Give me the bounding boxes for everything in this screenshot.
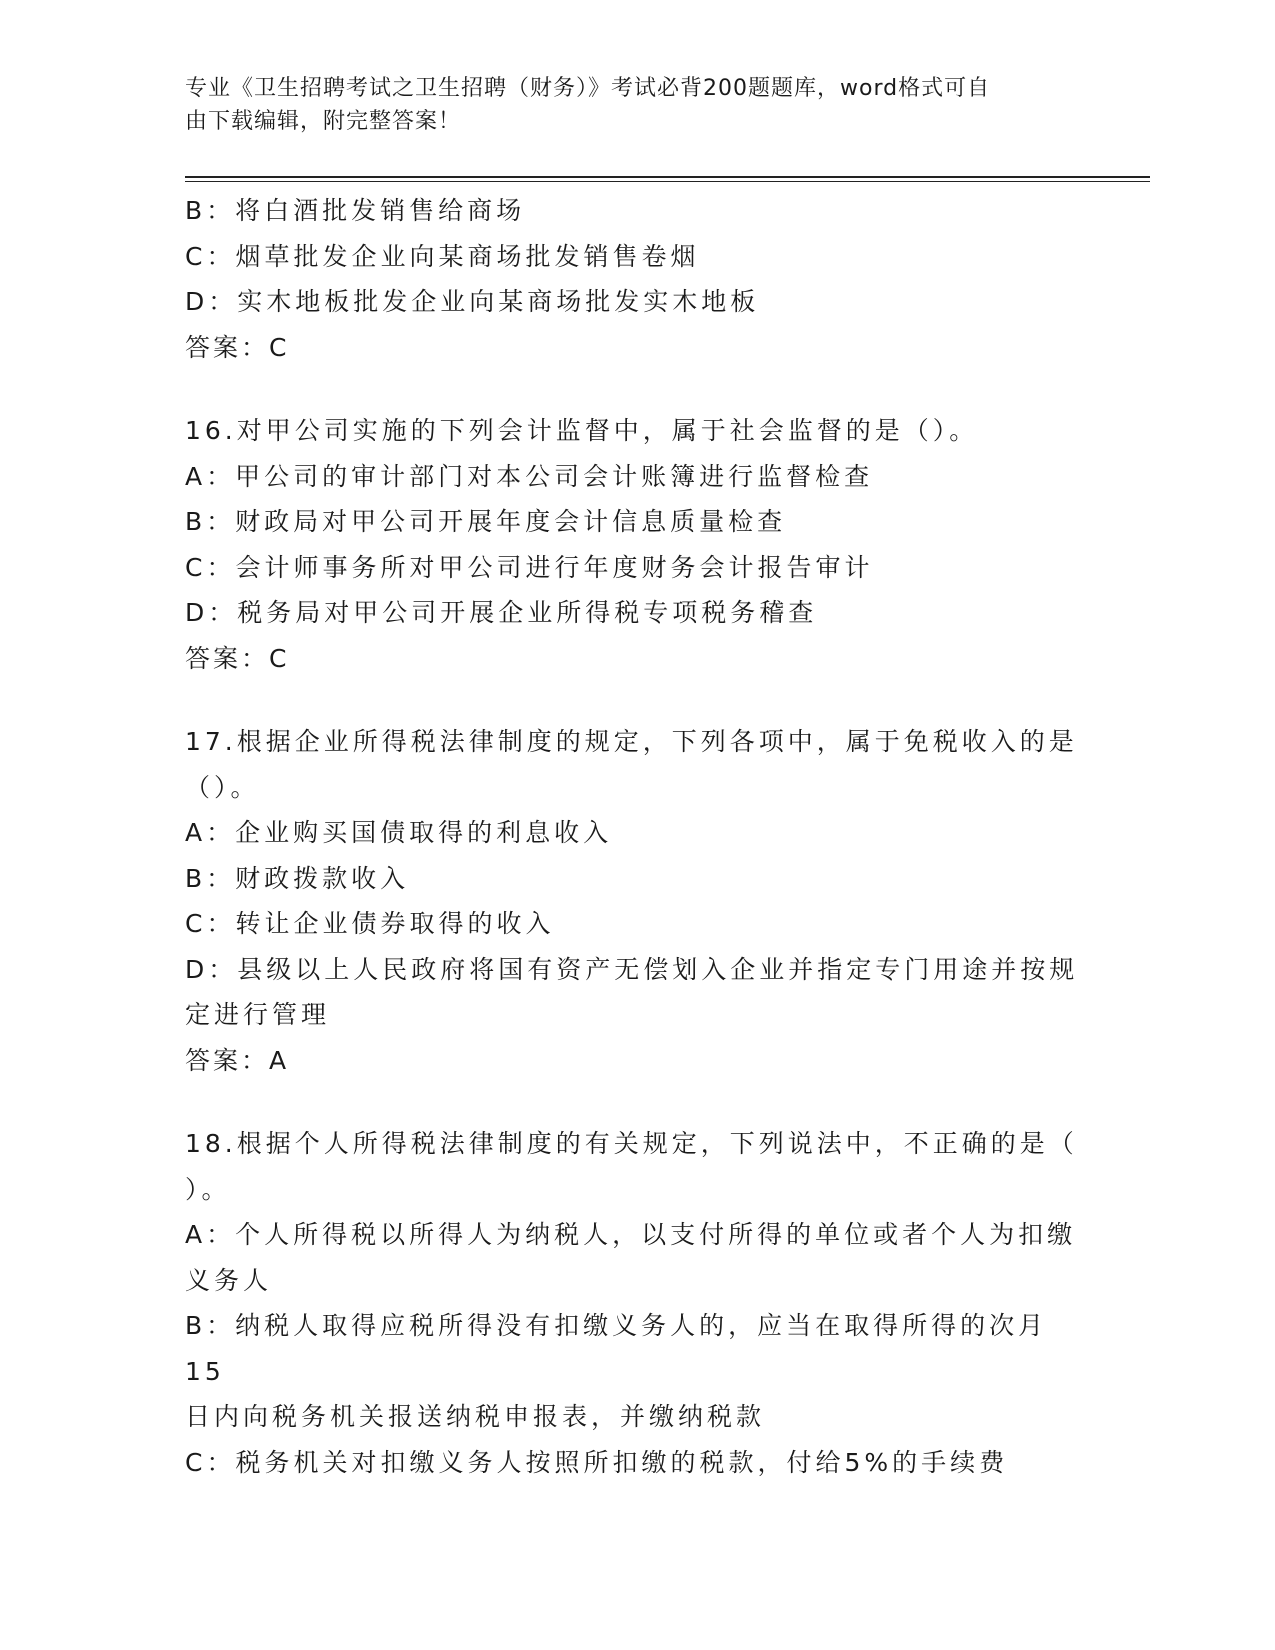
option-c: C：烟草批发企业向某商场批发销售卷烟: [185, 241, 700, 271]
answer: 答案：C: [185, 332, 290, 362]
option-a: A：企业购买国债取得的利息收入: [185, 818, 613, 847]
answer: 答案：A: [185, 1045, 290, 1075]
option-b: B：财政拨款收入: [185, 863, 410, 893]
option-c: C：会计师事务所对甲公司进行年度财务会计报告审计: [185, 552, 874, 582]
question-block-18: [185, 1121, 1085, 1485]
option-d-cont: 定进行管理: [185, 1000, 331, 1029]
question-stem: 17.根据企业所得税法律制度的规定，下列各项中，属于免税收入的是: [185, 727, 1078, 756]
option-a-cont: 义务人: [185, 1265, 273, 1295]
question-stem: 18.根据个人所得税法律制度的有关规定，下列说法中，不正确的是（: [185, 1129, 1078, 1158]
header-divider-thin: [185, 181, 1150, 182]
option-c: C：税务机关对扣缴义务人按照所扣缴的税款，付给5%的手续费: [185, 1447, 1009, 1477]
option-d: D：实木地板批发企业向某商场批发实木地板: [185, 287, 760, 316]
question-stem-cont: ）。: [185, 1174, 231, 1204]
option-d: D：县级以上人民政府将国有资产无偿划入企业并指定专门用途并按规: [185, 954, 1079, 984]
question-stem: 16.对甲公司实施的下列会计监督中，属于社会监督的是（）。: [185, 416, 979, 445]
option-b: B：财政局对甲公司开展年度会计信息质量检查: [185, 507, 787, 536]
question-stem-cont: （）。: [185, 772, 260, 802]
option-a: A：个人所得税以所得人为纳税人，以支付所得的单位或者个人为扣缴: [185, 1220, 1077, 1249]
header-line-1: 专业《卫生招聘考试之卫生招聘（财务）》考试必背200题题库，word格式可自: [185, 76, 991, 101]
question-block-17: [185, 719, 1085, 1083]
option-b: B：纳税人取得应税所得没有扣缴义务人的，应当在取得所得的次月15: [185, 1311, 1048, 1386]
question-block-prev: [185, 188, 1085, 370]
option-b-cont: 日内向税务机关报送纳税申报表，并缴纳税款: [185, 1402, 766, 1431]
option-a: A：甲公司的审计部门对本公司会计账簿进行监督检查: [185, 461, 874, 491]
question-list: [185, 188, 1085, 1485]
answer: 答案：C: [185, 643, 290, 673]
question-block-16: [185, 408, 1085, 681]
option-b: B：将白酒批发销售给商场: [185, 196, 526, 225]
header-divider-thick: [185, 176, 1150, 178]
option-c: C：转让企业债券取得的收入: [185, 909, 555, 938]
option-d: D：税务局对甲公司开展企业所得税专项税务稽查: [185, 598, 818, 627]
document-header: [185, 72, 1065, 138]
header-line-2: 由下载编辑，附完整答案！: [185, 109, 462, 134]
